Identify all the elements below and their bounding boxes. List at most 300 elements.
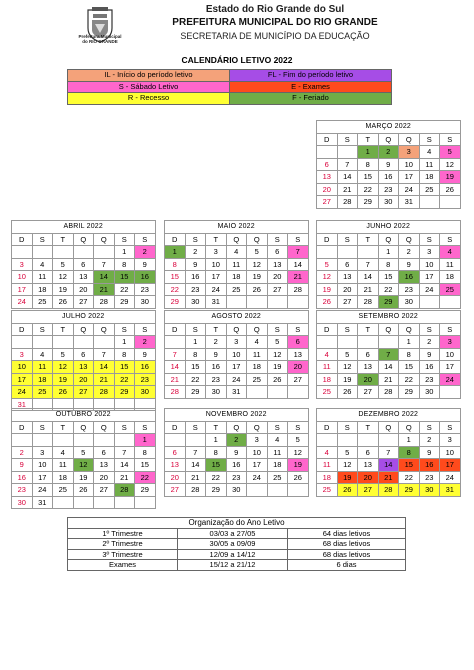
weekday-header [317, 421, 461, 434]
day-cell-marked-r: 23 [135, 373, 156, 386]
week-row [12, 258, 156, 271]
day-cell-sunday: 25 [317, 386, 338, 399]
period-dates: 15/12 a 21/12 [178, 560, 288, 571]
day-cell-marked-r: 20 [73, 373, 94, 386]
day-cell: 2 [419, 336, 440, 349]
day-cell-marked-s: 24 [440, 373, 461, 386]
day-cell-marked-e: 17 [440, 459, 461, 472]
day-cell: 23 [399, 283, 420, 296]
day-cell: 28 [288, 283, 309, 296]
day-cell: 13 [337, 271, 358, 284]
day-cell: 30 [419, 386, 440, 399]
day-cell-marked-e: 21 [378, 471, 399, 484]
day-cell: 12 [288, 446, 309, 459]
day-cell-sunday: 21 [165, 373, 186, 386]
weekday-header [12, 323, 156, 336]
legend-item-s: S - Sábado Letivo [68, 81, 230, 93]
week-row [12, 446, 156, 459]
period-name: 1º Trimestre [68, 528, 178, 539]
weekday-label: D [12, 421, 33, 434]
day-cell: 4 [53, 446, 74, 459]
day-cell: 17 [226, 361, 247, 374]
week-row [165, 336, 309, 349]
month-title: AGOSTO 2022 [165, 311, 309, 324]
day-cell: 10 [440, 348, 461, 361]
day-cell-marked-r: 17 [12, 373, 33, 386]
day-cell-marked-r: 26 [53, 386, 74, 399]
day-cell: 31 [399, 196, 420, 209]
day-cell: 27 [358, 386, 379, 399]
empty-day-cell [94, 434, 115, 447]
day-cell-sunday: 19 [317, 283, 338, 296]
weekday-header [165, 323, 309, 336]
weekday-label: S [135, 233, 156, 246]
day-cell: 1 [378, 246, 399, 259]
week-row [165, 373, 309, 386]
weekday-label: T [53, 323, 74, 336]
day-cell: 2 [419, 434, 440, 447]
week-row [12, 336, 156, 349]
day-cell: 2 [206, 336, 227, 349]
weekday-label: T [206, 323, 227, 336]
weekday-label: T [53, 421, 74, 434]
day-cell-marked-r: 30 [135, 386, 156, 399]
weekday-label: Q [399, 233, 420, 246]
day-cell-sunday: 8 [165, 258, 186, 271]
weekday-label: Q [226, 233, 247, 246]
week-row [317, 183, 461, 196]
week-row [317, 271, 461, 284]
weekday-label: D [165, 233, 186, 246]
day-cell-marked-r: 22 [114, 373, 135, 386]
day-cell: 4 [247, 336, 268, 349]
day-cell: 2 [399, 246, 420, 259]
day-cell: 8 [399, 348, 420, 361]
day-cell-sunday: 5 [317, 258, 338, 271]
empty-day-cell [358, 434, 379, 447]
day-cell-marked-f: 29 [378, 296, 399, 309]
weekday-label: S [419, 421, 440, 434]
period-days: 68 dias letivos [288, 539, 406, 550]
day-cell: 1 [206, 434, 227, 447]
day-cell: 13 [73, 271, 94, 284]
day-cell: 20 [73, 283, 94, 296]
day-cell: 7 [185, 446, 206, 459]
day-cell: 1 [114, 336, 135, 349]
empty-day-cell [94, 246, 115, 259]
day-cell-marked-r: 24 [12, 386, 33, 399]
day-cell-marked-r: 12 [53, 361, 74, 374]
day-cell: 29 [114, 296, 135, 309]
day-cell: 27 [73, 296, 94, 309]
week-row [12, 434, 156, 447]
day-cell: 22 [378, 283, 399, 296]
empty-day-cell [114, 496, 135, 509]
day-cell: 14 [185, 459, 206, 472]
week-row [317, 348, 461, 361]
weekday-label: D [12, 233, 33, 246]
day-cell: 30 [226, 484, 247, 497]
day-cell: 30 [378, 196, 399, 209]
empty-day-cell [317, 336, 338, 349]
organization-row [68, 549, 406, 560]
day-cell-marked-r: 14 [94, 361, 115, 374]
week-row [317, 471, 461, 484]
week-row [165, 446, 309, 459]
day-cell: 14 [288, 258, 309, 271]
week-row [12, 246, 156, 259]
period-days: 6 dias [288, 560, 406, 571]
period-name: 3º Trimestre [68, 549, 178, 560]
day-cell-sunday: 15 [165, 271, 186, 284]
empty-day-cell [32, 246, 53, 259]
week-row [165, 471, 309, 484]
empty-day-cell [53, 246, 74, 259]
day-cell: 16 [378, 171, 399, 184]
empty-day-cell [358, 336, 379, 349]
weekday-label: S [440, 323, 461, 336]
day-cell: 20 [94, 471, 115, 484]
day-cell: 29 [399, 386, 420, 399]
empty-day-cell [53, 434, 74, 447]
week-row [317, 373, 461, 386]
day-cell-marked-s: 5 [440, 146, 461, 159]
day-cell-marked-s: 25 [440, 283, 461, 296]
day-cell-marked-r: 13 [73, 361, 94, 374]
weekday-label: S [185, 233, 206, 246]
week-row [317, 171, 461, 184]
day-cell-sunday: 11 [317, 459, 338, 472]
weekday-label: Q [399, 323, 420, 336]
day-cell: 15 [399, 361, 420, 374]
day-cell-marked-f: 2 [226, 434, 247, 447]
empty-day-cell [12, 336, 33, 349]
week-row [12, 373, 156, 386]
day-cell-marked-s: 2 [135, 336, 156, 349]
empty-day-cell [114, 434, 135, 447]
day-cell-sunday: 31 [12, 398, 33, 411]
empty-day-cell [73, 336, 94, 349]
day-cell: 18 [440, 271, 461, 284]
day-cell: 10 [247, 446, 268, 459]
weekday-label: T [358, 323, 379, 336]
day-cell-sunday: 24 [12, 296, 33, 309]
day-cell: 1 [114, 246, 135, 259]
week-row [317, 283, 461, 296]
day-cell: 22 [114, 283, 135, 296]
day-cell-sunday: 29 [165, 296, 186, 309]
week-row [12, 386, 156, 399]
day-cell: 7 [94, 258, 115, 271]
weekday-label: Q [378, 421, 399, 434]
weekday-label: S [135, 323, 156, 336]
day-cell: 15 [378, 271, 399, 284]
weekday-label: Q [94, 323, 115, 336]
week-row [317, 246, 461, 259]
weekday-label: S [32, 323, 53, 336]
period-dates: 12/09 a 14/12 [178, 549, 288, 560]
day-cell: 7 [94, 348, 115, 361]
day-cell: 24 [206, 283, 227, 296]
weekday-label: Q [247, 421, 268, 434]
day-cell: 29 [358, 196, 379, 209]
empty-day-cell [73, 496, 94, 509]
day-cell-marked-r: 18 [32, 373, 53, 386]
day-cell: 9 [399, 258, 420, 271]
weekday-label: Q [378, 323, 399, 336]
empty-day-cell [247, 296, 268, 309]
weekday-label: Q [247, 323, 268, 336]
day-cell-marked-r: 29 [399, 484, 420, 497]
empty-day-cell [135, 496, 156, 509]
day-cell: 9 [419, 348, 440, 361]
day-cell: 21 [337, 183, 358, 196]
day-cell: 28 [378, 386, 399, 399]
day-cell: 11 [32, 271, 53, 284]
day-cell-sunday: 18 [317, 471, 338, 484]
week-row [317, 296, 461, 309]
day-cell: 1 [185, 336, 206, 349]
day-cell: 18 [419, 171, 440, 184]
month-title: JUNHO 2022 [317, 221, 461, 234]
day-cell-sunday: 10 [12, 271, 33, 284]
empty-day-cell [12, 246, 33, 259]
legend-item-il: IL - Início do período letivo [68, 70, 230, 82]
day-cell: 17 [419, 271, 440, 284]
day-cell-sunday: 3 [12, 258, 33, 271]
empty-day-cell [419, 196, 440, 209]
week-row [317, 459, 461, 472]
day-cell: 8 [378, 258, 399, 271]
day-cell: 4 [32, 348, 53, 361]
week-row [165, 434, 309, 447]
day-cell-marked-r: 30 [419, 484, 440, 497]
day-cell-sunday: 4 [317, 446, 338, 459]
empty-day-cell [73, 434, 94, 447]
legend-row [68, 93, 392, 105]
legend-item-fl: FL - Fim do período letivo [230, 70, 392, 82]
day-cell: 12 [53, 271, 74, 284]
legend-row [68, 81, 392, 93]
day-cell: 1 [399, 434, 420, 447]
day-cell: 7 [378, 446, 399, 459]
day-cell: 31 [206, 296, 227, 309]
weekday-label: S [288, 323, 309, 336]
day-cell: 5 [247, 246, 268, 259]
empty-day-cell [378, 434, 399, 447]
week-row [12, 348, 156, 361]
day-cell: 6 [358, 446, 379, 459]
period-dates: 03/03 a 27/05 [178, 528, 288, 539]
day-cell: 14 [358, 271, 379, 284]
day-cell-sunday: 9 [12, 459, 33, 472]
weekday-label: T [358, 133, 379, 146]
day-cell-marked-fl: 14 [378, 459, 399, 472]
day-cell-sunday: 13 [317, 171, 338, 184]
day-cell: 11 [440, 258, 461, 271]
day-cell: 27 [267, 283, 288, 296]
day-cell: 12 [267, 348, 288, 361]
day-cell: 16 [206, 361, 227, 374]
empty-day-cell [32, 434, 53, 447]
day-cell: 14 [114, 459, 135, 472]
weekday-label: D [165, 421, 186, 434]
day-cell-sunday: 16 [12, 471, 33, 484]
week-row [12, 283, 156, 296]
empty-day-cell [317, 434, 338, 447]
day-cell-marked-r: 11 [32, 361, 53, 374]
day-cell: 6 [267, 246, 288, 259]
day-cell: 8 [135, 446, 156, 459]
empty-day-cell [247, 386, 268, 399]
day-cell: 21 [358, 283, 379, 296]
day-cell: 5 [53, 348, 74, 361]
day-cell: 15 [135, 459, 156, 472]
day-cell-marked-s: 20 [288, 361, 309, 374]
day-cell: 19 [73, 471, 94, 484]
week-row [12, 296, 156, 309]
day-cell-marked-r: 27 [358, 484, 379, 497]
weekday-label: Q [73, 233, 94, 246]
empty-day-cell [267, 386, 288, 399]
day-cell: 19 [247, 271, 268, 284]
state-name: Estado do Rio Grande do Sul [205, 4, 345, 15]
day-cell: 5 [288, 434, 309, 447]
empty-day-cell [358, 246, 379, 259]
day-cell: 27 [337, 296, 358, 309]
day-cell: 20 [267, 271, 288, 284]
day-cell: 7 [337, 158, 358, 171]
day-cell: 6 [73, 348, 94, 361]
day-cell: 21 [185, 471, 206, 484]
legend-item-e: E - Exames [230, 81, 392, 93]
day-cell: 25 [247, 373, 268, 386]
crest-caption [72, 34, 128, 44]
day-cell: 26 [247, 283, 268, 296]
weekday-label: D [12, 323, 33, 336]
day-cell: 17 [440, 361, 461, 374]
weekday-label: S [419, 233, 440, 246]
empty-day-cell [419, 296, 440, 309]
week-row [165, 246, 309, 259]
day-cell: 25 [226, 283, 247, 296]
day-cell: 18 [32, 283, 53, 296]
week-row [317, 446, 461, 459]
week-row [165, 348, 309, 361]
month-title: MAIO 2022 [165, 221, 309, 234]
weekday-label: Q [94, 421, 115, 434]
crest-caption-line-2: do RIO GRANDE [82, 39, 118, 44]
day-cell: 23 [419, 373, 440, 386]
day-cell: 16 [185, 271, 206, 284]
month-title: MARÇO 2022 [317, 121, 461, 134]
day-cell: 22 [206, 471, 227, 484]
day-cell-sunday: 3 [12, 348, 33, 361]
day-cell: 30 [185, 296, 206, 309]
weekday-label: T [358, 233, 379, 246]
day-cell: 26 [53, 296, 74, 309]
day-cell-marked-f: 16 [399, 271, 420, 284]
weekday-label: S [267, 233, 288, 246]
day-cell: 22 [399, 471, 420, 484]
day-cell: 21 [114, 471, 135, 484]
week-row [317, 386, 461, 399]
week-row [317, 258, 461, 271]
weekday-label: Q [378, 133, 399, 146]
day-cell: 31 [226, 386, 247, 399]
weekday-label: D [317, 233, 338, 246]
weekday-header [12, 233, 156, 246]
day-cell: 9 [135, 258, 156, 271]
day-cell: 10 [440, 446, 461, 459]
month-title: ABRIL 2022 [12, 221, 156, 234]
day-cell: 4 [419, 146, 440, 159]
day-cell: 4 [267, 434, 288, 447]
day-cell: 29 [135, 484, 156, 497]
month-calendar [11, 220, 156, 309]
week-row [12, 496, 156, 509]
day-cell: 27 [288, 373, 309, 386]
day-cell: 5 [73, 446, 94, 459]
day-cell: 26 [440, 183, 461, 196]
weekday-label: S [32, 233, 53, 246]
day-cell-marked-r: 16 [135, 361, 156, 374]
day-cell-sunday: 11 [317, 361, 338, 374]
empty-day-cell [226, 296, 247, 309]
day-cell-marked-s: 6 [288, 336, 309, 349]
day-cell-sunday: 22 [165, 283, 186, 296]
day-cell: 3 [32, 446, 53, 459]
weekday-header [12, 421, 156, 434]
day-cell-sunday: 23 [12, 484, 33, 497]
day-cell-marked-f: 15 [114, 271, 135, 284]
empty-day-cell [267, 296, 288, 309]
day-cell: 25 [53, 484, 74, 497]
day-cell-marked-f: 21 [94, 283, 115, 296]
week-row [165, 361, 309, 374]
day-cell: 23 [206, 373, 227, 386]
weekday-label: Q [399, 133, 420, 146]
day-cell-sunday: 13 [165, 459, 186, 472]
weekday-label: S [267, 421, 288, 434]
day-cell: 25 [32, 296, 53, 309]
day-cell-marked-e: 20 [358, 471, 379, 484]
day-cell: 28 [94, 296, 115, 309]
day-cell: 11 [247, 348, 268, 361]
week-row [317, 146, 461, 159]
day-cell: 17 [247, 459, 268, 472]
day-cell: 5 [53, 258, 74, 271]
prefeitura-name: PREFEITURA MUNICIPAL DO RIO GRANDE [172, 17, 378, 28]
weekday-header [317, 323, 461, 336]
day-cell-marked-f: 20 [358, 373, 379, 386]
weekday-label: S [288, 421, 309, 434]
weekday-label: Q [399, 421, 420, 434]
day-cell: 15 [185, 361, 206, 374]
day-cell-sunday: 26 [317, 296, 338, 309]
day-cell-sunday: 7 [165, 348, 186, 361]
day-cell: 3 [206, 246, 227, 259]
day-cell: 28 [337, 196, 358, 209]
day-cell-sunday: 17 [12, 283, 33, 296]
day-cell: 14 [378, 361, 399, 374]
day-cell-marked-r: 31 [440, 484, 461, 497]
day-cell: 23 [226, 471, 247, 484]
header [0, 0, 474, 65]
day-cell-marked-r: 19 [53, 373, 74, 386]
weekday-label: S [288, 233, 309, 246]
weekday-label: S [440, 421, 461, 434]
